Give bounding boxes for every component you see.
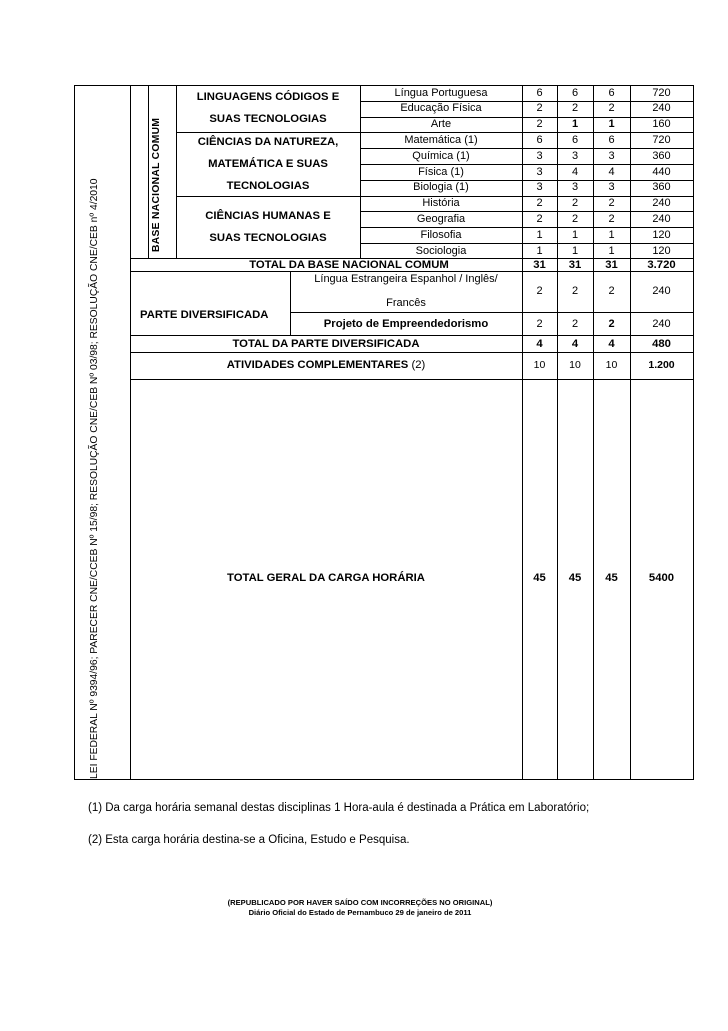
subject-hours: 6	[571, 133, 579, 146]
foreign-language-name: Língua Estrangeira Espanhol / Inglês/	[314, 273, 498, 285]
subject-hours: 2	[608, 102, 615, 115]
subject-hours: 1	[536, 228, 543, 241]
subject-hours: 2	[608, 197, 615, 210]
subject-hours: 160	[652, 118, 671, 131]
foreign-language-hours: 2	[608, 285, 615, 297]
legal-references-text: LEI FEDERAL Nº 9394/96; PARECER CNE/CCEB Nº 15/98; RESOLUÇÃO CNE/CEB Nº 03/98; RESOLUÇÃO CNE/CEB nº 4/2010	[89, 178, 100, 779]
atividades-complementares-hours: 1.200	[648, 359, 675, 371]
subject-hours: 2	[536, 212, 543, 225]
subject-hours: 3	[608, 149, 615, 162]
area-label-line: MATEMÁTICA E SUAS	[208, 158, 328, 170]
total-diversificada-hours: 4	[571, 338, 579, 350]
subject-hours: 4	[571, 165, 579, 178]
projeto-hours: 2	[608, 318, 615, 330]
subject-hours: 3	[571, 149, 579, 162]
subject-hours: 1	[608, 118, 615, 131]
projeto-name: Projeto de Empreendedorismo	[323, 318, 489, 330]
total-base-label: TOTAL DA BASE NACIONAL COMUM	[249, 259, 449, 271]
subject-hours: 6	[608, 133, 615, 146]
subject-hours: 1	[571, 244, 579, 257]
subject-hours: 1	[608, 228, 615, 241]
total-geral-hours: 45	[533, 572, 546, 584]
table-rule	[176, 132, 694, 133]
table-rule	[360, 243, 694, 244]
area-label-line: CIÊNCIAS HUMANAS E	[205, 210, 331, 222]
area-label-line: CIÊNCIAS DA NATUREZA,	[197, 136, 339, 148]
projeto-hours: 2	[536, 318, 543, 330]
atividades-complementares-hours: 10	[533, 359, 546, 371]
subject-name: Física (1)	[418, 165, 464, 178]
total-diversificada-hours: 4	[608, 338, 615, 350]
table-rule	[130, 335, 694, 336]
subject-hours: 2	[536, 197, 543, 210]
subject-hours: 2	[536, 102, 543, 115]
total-base-hours: 31	[568, 259, 582, 271]
total-geral-hours: 45	[568, 572, 582, 584]
subject-hours: 3	[536, 181, 543, 194]
table-rule	[360, 180, 694, 181]
atividades-complementares-hours: 10	[605, 359, 618, 371]
subject-hours: 6	[536, 133, 543, 146]
subject-hours: 360	[652, 181, 671, 194]
table-border-left	[74, 85, 75, 780]
total-geral-label: TOTAL GERAL DA CARGA HORÁRIA	[227, 572, 425, 584]
area-label-line: SUAS TECNOLOGIAS	[209, 113, 327, 125]
subject-hours: 1	[608, 244, 615, 257]
total-diversificada-hours: 4	[536, 338, 543, 350]
subject-hours: 360	[652, 149, 671, 162]
atividades-complementares-label	[130, 360, 522, 371]
foreign-language-hours: 2	[536, 285, 543, 297]
subject-hours: 1	[571, 118, 579, 131]
subject-name: Geografia	[416, 212, 466, 225]
total-base-hours: 31	[533, 259, 546, 271]
table-rule	[360, 227, 694, 228]
subject-name: Filosofia	[420, 228, 462, 241]
republication-notice: (REPUBLICADO POR HAVER SAÍDO COM INCORREÇÕES NO ORIGINAL)	[227, 898, 493, 907]
subject-name: Matemática (1)	[404, 133, 478, 146]
atividades-complementares-text: ATIVIDADES COMPLEMENTARES	[226, 359, 409, 371]
area-label-line: LINGUAGENS CÓDIGOS E	[196, 91, 340, 103]
total-diversificada-hours: 480	[652, 338, 671, 350]
area-label-line: SUAS TECNOLOGIAS	[209, 232, 327, 244]
subject-hours: 3	[608, 181, 615, 194]
subject-name: Química (1)	[412, 149, 470, 162]
parte-diversificada-label: PARTE DIVERSIFICADA	[140, 309, 269, 321]
footnote-2: (2) Esta carga horária destina-se a Oficina, Estudo e Pesquisa.	[88, 834, 410, 846]
subject-hours: 1	[536, 244, 543, 257]
subject-hours: 3	[536, 165, 543, 178]
diario-oficial-reference: Diário Oficial do Estado de Pernambuco 29 de janeiro de 2011	[248, 908, 472, 917]
subject-hours: 440	[652, 165, 671, 178]
total-geral-hours: 5400	[648, 572, 675, 584]
base-nacional-comum-label: BASE NACIONAL COMUM	[151, 117, 162, 252]
total-diversificada-label: TOTAL DA PARTE DIVERSIFICADA	[232, 338, 420, 350]
subject-name: Arte	[430, 118, 452, 131]
subject-name: História	[422, 197, 460, 210]
subject-hours: 6	[608, 86, 615, 99]
note-reference: (2)	[411, 359, 426, 371]
table-border-bottom	[74, 779, 694, 780]
subject-hours: 2	[536, 118, 543, 131]
table-rule	[360, 117, 694, 118]
subject-name: Sociologia	[415, 244, 467, 257]
footnote-1: (1) Da carga horária semanal destas disciplinas 1 Hora-aula é destinada a Prática em Laboratório;	[88, 802, 590, 814]
subject-hours: 3	[536, 149, 543, 162]
table-border-right	[693, 85, 694, 780]
subject-hours: 6	[536, 86, 543, 99]
subject-hours: 720	[652, 86, 671, 99]
subject-hours: 240	[652, 102, 671, 115]
table-border-top	[74, 85, 694, 86]
subject-name: Educação Física	[400, 102, 482, 115]
foreign-language-hours: 2	[571, 285, 579, 297]
table-rule	[360, 148, 694, 149]
table-rule	[130, 379, 694, 380]
total-geral-hours: 45	[605, 572, 618, 584]
subject-hours: 120	[652, 244, 671, 257]
total-base-hours: 31	[605, 259, 618, 271]
subject-hours: 6	[571, 86, 579, 99]
atividades-complementares-hours: 10	[569, 359, 581, 371]
subject-hours: 720	[652, 133, 671, 146]
table-rule	[130, 352, 694, 353]
projeto-hours: 2	[571, 318, 579, 330]
table-rule	[360, 211, 694, 212]
area-label-line: TECNOLOGIAS	[226, 180, 310, 192]
subject-hours: 3	[571, 181, 579, 194]
sidebar-divider	[130, 85, 131, 780]
subject-hours: 240	[652, 197, 671, 210]
subject-hours: 1	[571, 228, 579, 241]
projeto-hours: 240	[652, 318, 671, 330]
foreign-language-name-cont: Francês	[386, 297, 426, 309]
table-rule	[360, 164, 694, 165]
subject-hours: 2	[571, 102, 579, 115]
subject-hours: 2	[571, 197, 579, 210]
subject-hours: 2	[608, 212, 615, 225]
subject-hours: 2	[571, 212, 579, 225]
subject-hours: 120	[652, 228, 671, 241]
table-rule	[290, 312, 694, 313]
total-base-hours: 3.720	[647, 259, 676, 271]
subject-hours: 4	[608, 165, 615, 178]
subject-hours: 240	[652, 212, 671, 225]
column-divider	[148, 85, 149, 258]
foreign-language-hours: 240	[652, 285, 671, 297]
subject-name: Língua Portuguesa	[394, 86, 488, 99]
subject-name: Biologia (1)	[413, 181, 469, 194]
